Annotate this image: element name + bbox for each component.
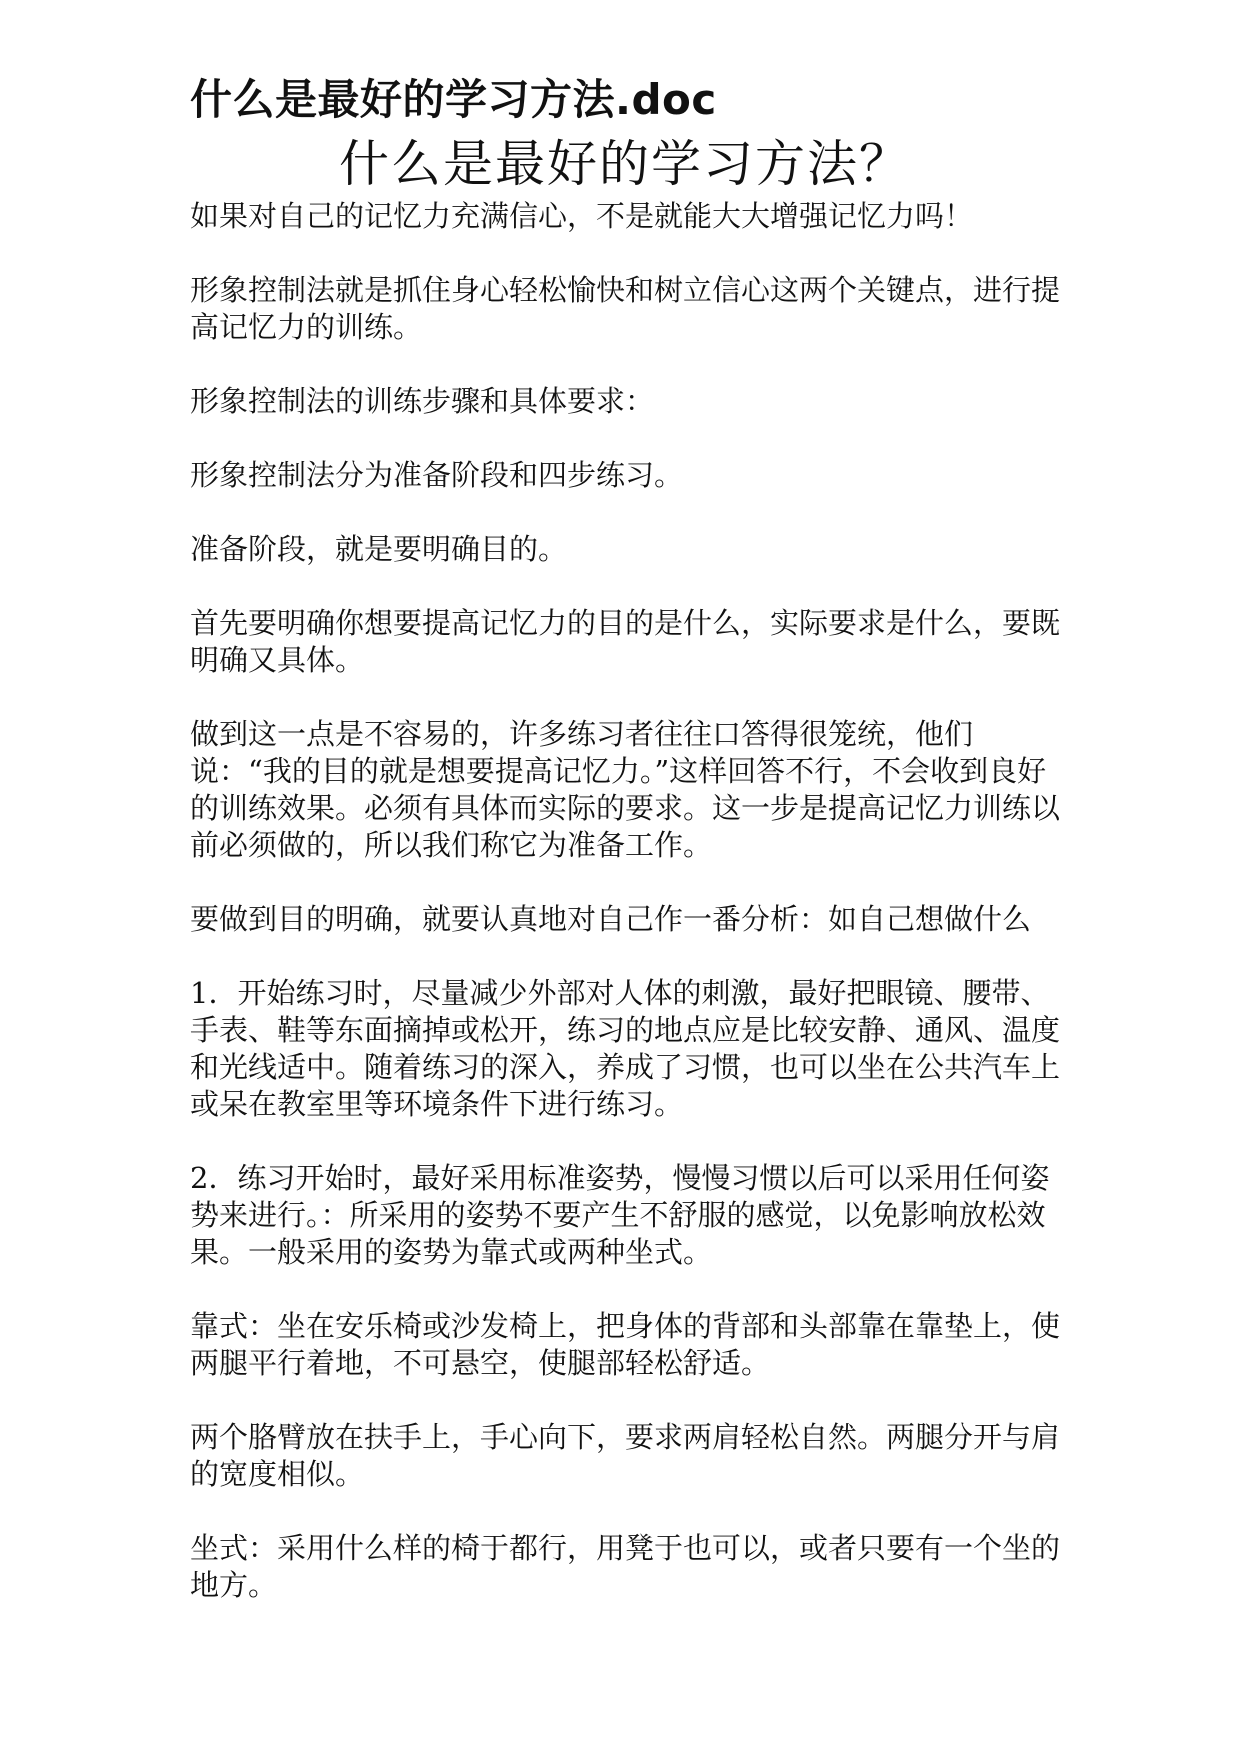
paragraph: 坐式：采用什么样的椅于都行，用凳于也可以，或者只要有一个坐的地方。 xyxy=(190,1531,1061,1602)
paragraph: 2．练习开始时，最好采用标准姿势，慢慢习惯以后可以采用任何姿势来进行。：所采用的姿势不要产生不舒服的感觉，以免影响放松效果。一般采用的姿势为靠式或两种坐式。 xyxy=(190,1161,1050,1269)
paragraph: 两个胳臂放在扶手上，手心向下，要求两肩轻松自然。两腿分开与肩的宽度相似。 xyxy=(190,1420,1061,1491)
paragraph: 形象控制法就是抓住身心轻松愉快和树立信心这两个关键点，进行提高记忆力的训练。 xyxy=(190,273,1061,344)
document-title: 什么是最好的学习方法？ xyxy=(339,135,911,193)
document-body xyxy=(190,198,1062,1604)
paragraph: 形象控制法分为准备阶段和四步练习。 xyxy=(190,458,684,492)
paragraph: 要做到目的明确，就要认真地对自己作一番分析：如自己想做什么 xyxy=(190,902,1032,936)
paragraph: 靠式：坐在安乐椅或沙发椅上，把身体的背部和头部靠在靠垫上，使两腿平行着地，不可悬空，使腿部轻松舒适。 xyxy=(190,1309,1061,1380)
paragraph: 准备阶段，就是要明确目的。 xyxy=(190,532,568,566)
file-name-heading: 什么是最好的学习方法.doc xyxy=(190,75,717,124)
paragraph: 形象控制法的训练步骤和具体要求： xyxy=(190,384,655,418)
paragraph: 做到这一点是不容易的，许多练习者往往口答得很笼统，他们说：“我的目的就是想要提高记忆力。”这样回答不行，不会收到良好的训练效果。必须有具体而实际的要求。这一步是提高记忆力训练以前必须做的，所以我们称它为准备工作。 xyxy=(190,717,1061,862)
paragraph: 首先要明确你想要提高记忆力的目的是什么，实际要求是什么，要既明确又具体。 xyxy=(190,606,1061,677)
paragraph: 如果对自己的记忆力充满信心，不是就能大大增强记忆力吗！ xyxy=(190,199,974,233)
paragraph: 1．开始练习时，尽量减少外部对人体的刺激，最好把眼镜、腰带、手表、鞋等东面摘掉或松开，练习的地点应是比较安静、通风、温度和光线适中。随着练习的深入，养成了习惯，也可以坐在公共汽车上或呆在教室里等环境条件下进行练习。 xyxy=(190,976,1061,1121)
